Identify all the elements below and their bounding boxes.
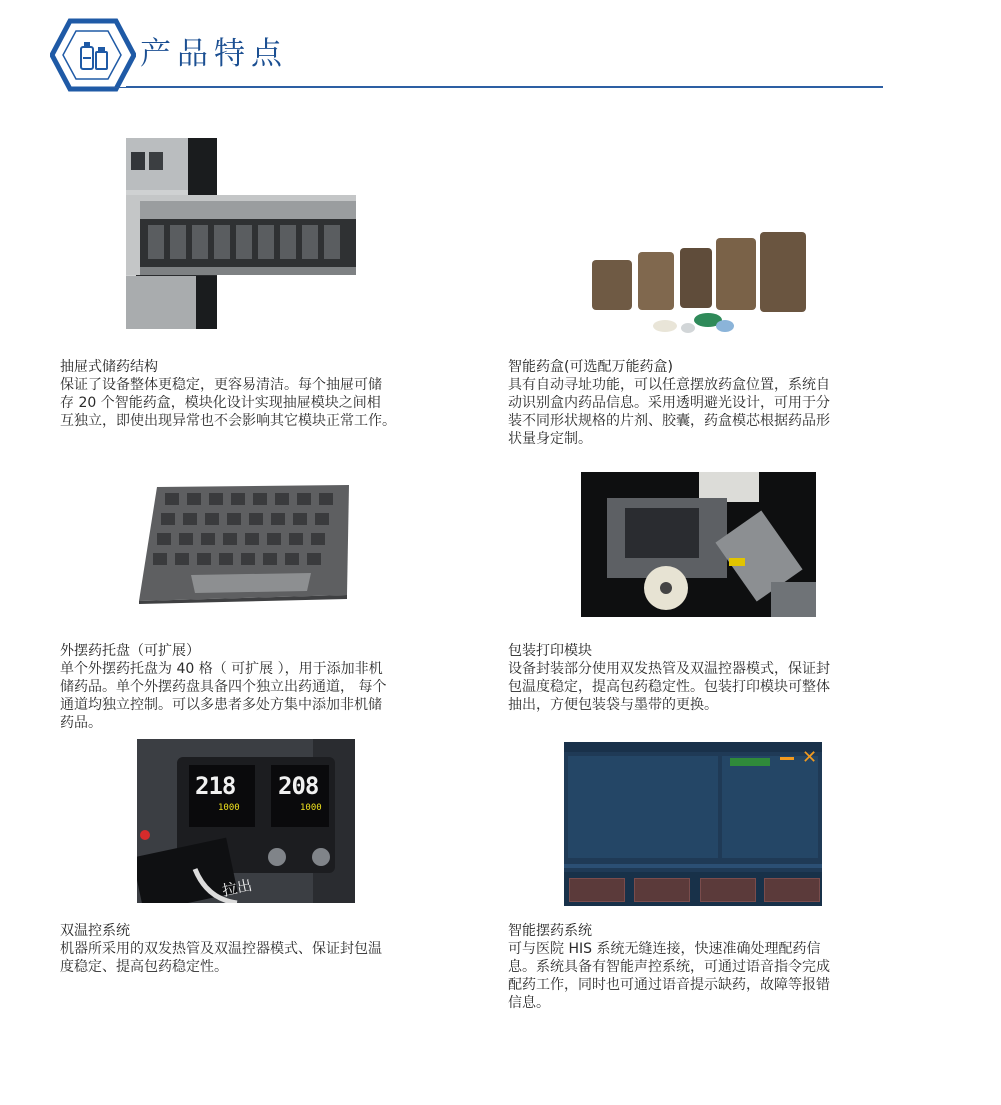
title-divider — [126, 86, 883, 88]
right-thermostat-setpoint: 1000 — [300, 803, 322, 813]
desc-line: 具有自动寻址功能，可以任意摆放药盒位置，系统自 — [508, 377, 830, 393]
desc-line: 互独立，即使出现异常也不会影响其它模块正常工作。 — [60, 413, 396, 429]
desc-line: 状量身定制。 — [508, 431, 592, 447]
desc-line: 保证了设备整体更稳定，更容易清洁。每个抽屉可储 — [60, 377, 382, 393]
print-module-photo — [581, 472, 816, 617]
feature-external-tray-desc — [60, 660, 460, 732]
feature-smart-dispensing-title: 智能摆药系统 — [508, 923, 592, 939]
desc-line: 动识别盒内药品信息。采用透明避光设计，可用于分 — [508, 395, 830, 411]
software-button-1[interactable] — [569, 878, 625, 902]
desc-line: 储药品。单个外摆药盘具备四个独立出药通道， 每个 — [60, 679, 387, 695]
minimize-icon[interactable] — [780, 757, 794, 760]
feature-print-module-title: 包装打印模块 — [508, 643, 592, 659]
feature-print-module-desc — [508, 660, 908, 714]
desc-line: 配药工作，同时也可通过语音提示缺药，故障等报错 — [508, 977, 830, 993]
feature-dual-temp-desc — [60, 940, 460, 976]
software-button-4[interactable] — [764, 878, 820, 902]
left-thermostat-setpoint: 1000 — [218, 803, 240, 813]
desc-line: 设备封装部分使用双发热管及双温控器模式，保证封 — [508, 661, 830, 677]
right-thermostat-value: 208 — [278, 772, 319, 800]
desc-line: 通道均独立控制。可以多患者多处方集中添加非机储 — [60, 697, 382, 713]
desc-line: 度稳定、提高包药稳定性。 — [60, 959, 228, 975]
pull-out-label: 拉出 — [220, 876, 254, 900]
feature-smart-box-desc — [508, 376, 908, 448]
desc-line: 息。系统具备有智能声控系统，可通过语音指令完成 — [508, 959, 830, 975]
desc-line: 装不同形状规格的片剂、胶囊，药盒模芯根据药品形 — [508, 413, 830, 429]
feature-dual-temp-title: 双温控系统 — [60, 923, 130, 939]
desc-line: 机器所采用的双发热管及双温控器模式、保证封包温 — [60, 941, 382, 957]
software-button-2[interactable] — [634, 878, 690, 902]
desc-line: 包温度稳定，提高包药稳定性。包装打印模块可整体 — [508, 679, 830, 695]
feature-drawer-storage-title: 抽屉式储药结构 — [60, 359, 158, 375]
title-divider-tail — [110, 87, 126, 88]
smart-medicine-box-photo — [590, 230, 808, 342]
page-header — [0, 0, 1001, 100]
feature-smart-box-title: 智能药盒(可选配万能药盒) — [508, 359, 673, 375]
desc-line: 存 20 个智能药盒，模块化设计实现抽屉模块之间相 — [60, 395, 381, 411]
desc-line: 信息。 — [508, 995, 550, 1011]
page-title: 产品特点 — [140, 36, 288, 72]
bottle-logo-icon — [50, 18, 136, 92]
close-icon[interactable]: ✕ — [802, 747, 818, 768]
feature-external-tray-title: 外摆药托盘（可扩展） — [60, 643, 200, 659]
software-window-controls — [778, 748, 820, 768]
desc-line: 药品。 — [60, 715, 102, 731]
left-thermostat-value: 218 — [195, 772, 236, 800]
feature-smart-dispensing-desc — [508, 940, 908, 1012]
desc-line: 单个外摆药托盘为 40 格（ 可扩展 ），用于添加非机 — [60, 661, 383, 677]
external-tray-photo — [135, 479, 357, 604]
software-button-3[interactable] — [700, 878, 756, 902]
drawer-tray-photo — [126, 195, 356, 275]
desc-line: 抽出，方便包装袋与墨带的更换。 — [508, 697, 718, 713]
desc-line: 可与医院 HIS 系统无缝连接，快速准确处理配药信 — [508, 941, 821, 957]
feature-drawer-storage-desc — [60, 376, 460, 430]
